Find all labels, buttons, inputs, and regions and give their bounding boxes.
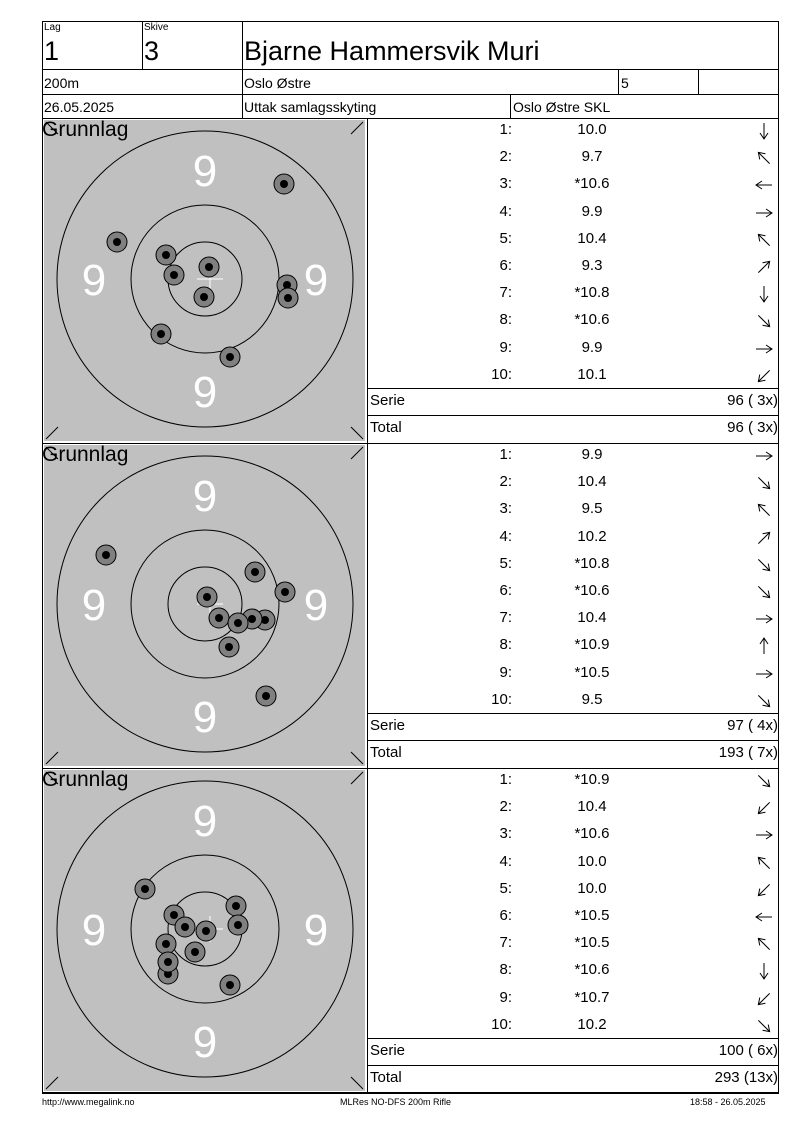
- shot-value: 10.0: [577, 879, 607, 897]
- shot-value: 10.0: [577, 121, 607, 138]
- down-right-arrow-icon: [754, 772, 774, 790]
- shot-number: 1:: [499, 446, 512, 463]
- shot-hole-center: [157, 330, 165, 338]
- distance: 200m: [44, 75, 80, 91]
- ring-label: 9: [303, 906, 329, 955]
- footer-url[interactable]: http://www.megalink.no: [42, 1097, 135, 1107]
- down-arrow-icon: [754, 122, 774, 140]
- shot-value: 10.2: [577, 527, 607, 545]
- event: Uttak samlagsskyting: [244, 99, 377, 115]
- shot-hole-center: [251, 568, 259, 576]
- shot-value: *10.8: [574, 554, 610, 572]
- shot-number: 4:: [499, 202, 512, 220]
- shot-value: *10.9: [574, 771, 610, 788]
- shot-value: 10.4: [577, 473, 607, 491]
- ring-label: 9: [192, 368, 218, 417]
- shot-value: 9.5: [581, 500, 603, 518]
- shot-value: 9.7: [581, 148, 603, 166]
- shot-value: *10.6: [574, 825, 610, 843]
- down-right-arrow-icon: [754, 556, 774, 574]
- right-arrow-icon: [754, 447, 774, 465]
- shot-value: *10.6: [574, 311, 610, 329]
- shot-hole-center: [164, 958, 172, 966]
- shot-number: 3:: [499, 175, 512, 193]
- serie-value: 100 ( 6x): [718, 1042, 778, 1059]
- shot-number: 3:: [499, 825, 512, 843]
- target-title: Grunnlag: [42, 768, 129, 791]
- shot-hole-center: [200, 293, 208, 301]
- ring-label: 9: [192, 693, 218, 742]
- shot-hole-center: [191, 948, 199, 956]
- club: Oslo Østre: [244, 75, 311, 91]
- ring-label: 9: [81, 581, 107, 630]
- shot-number: 10:: [491, 690, 512, 708]
- shot-value: 9.9: [581, 446, 603, 463]
- target-title: Grunnlag: [42, 118, 129, 141]
- shot-number: 3:: [499, 500, 512, 518]
- up-arrow-icon: [754, 637, 774, 655]
- ring-label: 9: [192, 797, 218, 846]
- up-left-arrow-icon: [754, 935, 774, 953]
- down-left-arrow-icon: [754, 881, 774, 899]
- total-value: 96 ( 3x): [727, 419, 778, 436]
- shot-number: 8:: [499, 961, 512, 979]
- up-left-arrow-icon: [754, 501, 774, 519]
- shot-number: 4:: [499, 527, 512, 545]
- right-arrow-icon: [754, 610, 774, 628]
- shot-number: 10:: [491, 1015, 512, 1033]
- shot-number: 5:: [499, 879, 512, 897]
- footer-timestamp: 18:58 - 26.05.2025: [690, 1097, 766, 1107]
- right-arrow-icon: [754, 665, 774, 683]
- shot-hole-center: [170, 911, 178, 919]
- shot-hole-center: [215, 614, 223, 622]
- shot-hole-center: [102, 551, 110, 559]
- up-right-arrow-icon: [754, 258, 774, 276]
- serie-value: 96 ( 3x): [727, 392, 778, 409]
- ring-label: 9: [192, 1018, 218, 1067]
- shot-number: 6:: [499, 257, 512, 274]
- right-arrow-icon: [754, 826, 774, 844]
- shot-hole-center: [234, 921, 242, 929]
- shot-hole-center: [234, 619, 242, 627]
- shot-hole-center: [232, 902, 240, 910]
- ring-label: 9: [192, 472, 218, 521]
- shot-value: *10.7: [574, 988, 610, 1006]
- shot-hole-center: [248, 615, 256, 623]
- total-label: Total: [370, 1069, 402, 1086]
- shot-value: 10.4: [577, 609, 607, 627]
- shot-value: *10.5: [574, 663, 610, 681]
- total-value: 193 ( 7x): [718, 744, 778, 761]
- shot-hole-center: [181, 923, 189, 931]
- organizer: Oslo Østre SKL: [513, 99, 611, 115]
- total-label: Total: [370, 419, 402, 436]
- shot-value: *10.6: [574, 961, 610, 979]
- down-right-arrow-icon: [754, 474, 774, 492]
- shot-value: 9.9: [581, 202, 603, 220]
- shot-hole-center: [226, 353, 234, 361]
- shot-number: 9:: [499, 663, 512, 681]
- target-2: [44, 445, 365, 766]
- shot-hole-center: [225, 643, 233, 651]
- target-3: [44, 770, 365, 1091]
- left-arrow-icon: [754, 176, 774, 194]
- skive-value: 3: [144, 36, 160, 66]
- up-left-arrow-icon: [754, 231, 774, 249]
- total-label: Total: [370, 744, 402, 761]
- shot-number: 9:: [499, 988, 512, 1006]
- footer-system: MLRes NO-DFS 200m Rifle: [340, 1097, 452, 1107]
- target-title: Grunnlag: [42, 443, 129, 466]
- skive-label: Skive: [144, 22, 169, 33]
- down-arrow-icon: [754, 285, 774, 303]
- down-left-arrow-icon: [754, 799, 774, 817]
- up-right-arrow-icon: [754, 529, 774, 547]
- shot-hole-center: [203, 593, 211, 601]
- ring-label: 9: [303, 256, 329, 305]
- lag-label: Lag: [44, 22, 61, 33]
- right-arrow-icon: [754, 340, 774, 358]
- total-value: 293 (13x): [714, 1069, 778, 1086]
- down-left-arrow-icon: [754, 990, 774, 1008]
- shot-hole-center: [280, 180, 288, 188]
- ring-label: 9: [192, 147, 218, 196]
- down-right-arrow-icon: [754, 1017, 774, 1035]
- serie-label: Serie: [370, 717, 406, 734]
- shot-value: 10.2: [577, 1015, 607, 1033]
- ring-label: 9: [81, 906, 107, 955]
- date: 26.05.2025: [44, 99, 115, 115]
- shot-hole-center: [113, 238, 121, 246]
- shot-number: 8:: [499, 636, 512, 654]
- shot-hole-center: [205, 263, 213, 271]
- shot-number: 2:: [499, 473, 512, 491]
- shot-hole-center: [281, 588, 289, 596]
- shot-value: *10.5: [574, 934, 610, 952]
- shot-number: 7:: [499, 284, 512, 302]
- shot-value: *10.5: [574, 907, 610, 924]
- shot-hole-center: [162, 940, 170, 948]
- shot-value: *10.8: [574, 284, 610, 302]
- down-arrow-icon: [754, 962, 774, 980]
- shot-number: 7:: [499, 934, 512, 952]
- shot-number: 2:: [499, 798, 512, 816]
- shooter-name: Bjarne Hammersvik Muri: [244, 36, 540, 66]
- shot-number: 9:: [499, 338, 512, 356]
- lag-value: 1: [44, 36, 60, 66]
- down-right-arrow-icon: [754, 583, 774, 601]
- shot-hole-center: [284, 294, 292, 302]
- shot-hole-center: [141, 885, 149, 893]
- shot-value: 9.9: [581, 338, 603, 356]
- shot-number: 1:: [499, 771, 512, 788]
- down-left-arrow-icon: [754, 367, 774, 385]
- shot-number: 4:: [499, 852, 512, 870]
- shot-hole-center: [170, 271, 178, 279]
- class: 5: [621, 75, 629, 91]
- shot-hole-center: [202, 927, 210, 935]
- shot-value: *10.6: [574, 582, 610, 599]
- shot-value: 10.0: [577, 852, 607, 870]
- right-arrow-icon: [754, 204, 774, 222]
- serie-value: 97 ( 4x): [727, 717, 778, 734]
- shot-value: 10.4: [577, 798, 607, 816]
- ring-label: 9: [303, 581, 329, 630]
- shot-number: 6:: [499, 582, 512, 599]
- shot-value: 9.3: [581, 257, 603, 274]
- shot-value: 10.1: [577, 365, 607, 383]
- down-right-arrow-icon: [754, 312, 774, 330]
- shot-number: 8:: [499, 311, 512, 329]
- shot-hole-center: [162, 251, 170, 259]
- shot-value: *10.9: [574, 636, 610, 654]
- shot-value: 9.5: [581, 690, 603, 708]
- ring-label: 9: [81, 256, 107, 305]
- shot-number: 1:: [499, 121, 512, 138]
- up-left-arrow-icon: [754, 149, 774, 167]
- left-arrow-icon: [754, 908, 774, 926]
- serie-label: Serie: [370, 1042, 406, 1059]
- shot-number: 6:: [499, 907, 512, 924]
- shot-value: 10.4: [577, 229, 607, 247]
- shot-number: 5:: [499, 554, 512, 572]
- serie-label: Serie: [370, 392, 406, 409]
- shot-number: 7:: [499, 609, 512, 627]
- target-1: [44, 120, 365, 441]
- shot-number: 10:: [491, 365, 512, 383]
- shot-hole-center: [226, 981, 234, 989]
- shot-number: 2:: [499, 148, 512, 166]
- up-left-arrow-icon: [754, 854, 774, 872]
- shot-number: 5:: [499, 229, 512, 247]
- shot-hole-center: [262, 692, 270, 700]
- down-right-arrow-icon: [754, 692, 774, 710]
- shot-value: *10.6: [574, 175, 610, 193]
